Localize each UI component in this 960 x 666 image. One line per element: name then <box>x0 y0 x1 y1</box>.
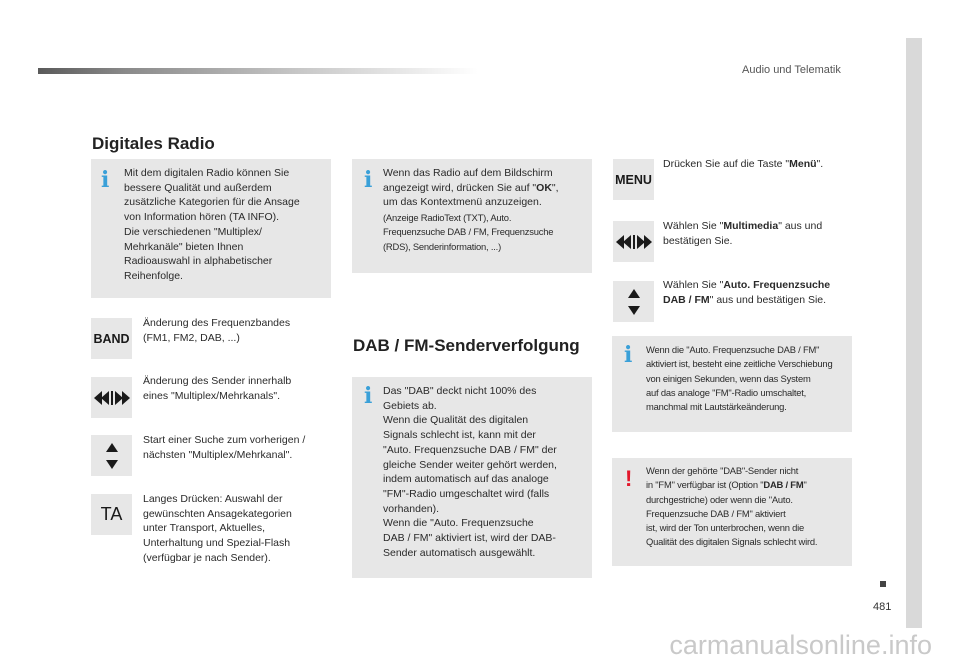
band-button[interactable] <box>91 318 132 359</box>
warning-text <box>646 464 850 550</box>
info-line: Wenn die "Auto. Frequenzsuche DAB / FM" <box>646 344 820 355</box>
skip-buttons[interactable] <box>91 377 132 418</box>
info-icon: i <box>364 167 373 193</box>
ta-description <box>143 492 292 566</box>
info-line: bessere Qualität und außerdem <box>124 181 272 194</box>
desc-line: eines "Multiplex/Mehrkanals". <box>143 389 281 402</box>
watermark[interactable]: carmanualsonline.info <box>669 630 932 660</box>
info-line: (Anzeige RadioText (TXT), Auto. <box>383 212 512 224</box>
desc-line: nächsten "Multiplex/Mehrkanal". <box>143 448 293 461</box>
info-line: von einigen Sekunden, wenn das System <box>646 372 811 384</box>
info-line: Sender automatisch ausgewählt. <box>383 546 536 559</box>
info-icon: i <box>364 383 373 409</box>
dab-fm-title: DAB / FM-Senderverfolgung <box>353 336 580 355</box>
info-icon: i <box>624 342 633 368</box>
page-marker <box>880 581 886 587</box>
info-line: (RDS), Senderinformation, ...) <box>383 240 501 252</box>
info-line: Wenn die "Auto. Frequenzsuche <box>383 517 534 530</box>
skip-buttons-right[interactable] <box>613 221 654 262</box>
info-line: "Auto. Frequenzsuche DAB / FM" der <box>383 443 557 456</box>
warning-line: Qualität des digitalen Signals schlecht wird. <box>646 536 818 548</box>
info-line: um das Kontextmenü anzuzeigen. <box>383 196 542 209</box>
up-down-buttons-right[interactable] <box>613 281 654 322</box>
info-text <box>124 166 329 284</box>
warning-line: Wenn der gehörte "DAB"-Sender nicht <box>646 465 799 476</box>
desc-line: Start einer Suche zum vorherigen / <box>143 434 306 446</box>
section-label: Audio und Telematik <box>742 64 841 76</box>
info-line: Mehrkanäle" bieten Ihnen <box>124 240 244 253</box>
info-line: DAB / FM" aktiviert ist, wird der DAB- <box>383 532 556 545</box>
band-label: BAND <box>93 331 130 346</box>
info-line: Radioauswahl in alphabetischer <box>124 255 273 268</box>
info-line: Wenn die Qualität des digitalen <box>383 414 529 427</box>
page-number: 481 <box>873 601 892 613</box>
info-text <box>383 166 590 254</box>
info-line: Das "DAB" deckt nicht 100% des <box>383 385 537 397</box>
time-shift-info-box <box>612 336 852 432</box>
desc-line: DAB / FM" aus und bestätigen Sie. <box>663 293 827 306</box>
warning-line: in "FM" verfügbar ist (Option "DAB / FM" <box>646 479 807 491</box>
desc-line: unter Transport, Aktuelles, <box>143 522 265 535</box>
menu-description: Drücken Sie auf die Taste "Menü". <box>663 158 824 170</box>
up-down-arrows-icon <box>627 286 641 318</box>
side-thumb-strip <box>906 38 922 628</box>
info-line: manchmal mit Lautstärkeänderung. <box>646 401 787 413</box>
warning-line: durchgestriche) oder wenn die "Auto. <box>646 493 793 505</box>
menu-label: MENU <box>615 172 652 187</box>
skip-description <box>143 374 291 403</box>
up-down-buttons[interactable] <box>91 435 132 476</box>
desc-line: Wählen Sie "Multimedia" aus und <box>663 220 823 232</box>
info-text <box>646 343 850 414</box>
autofreq-description <box>663 278 830 307</box>
skip-arrows-icon <box>94 391 130 405</box>
multimedia-description <box>663 219 822 248</box>
context-menu-info-box <box>352 159 592 273</box>
info-line: von Information hören (TA INFO). <box>124 211 280 224</box>
desc-line: bestätigen Sie. <box>663 234 733 247</box>
info-line: vorhanden). <box>383 502 440 515</box>
desc-line: (FM1, FM2, DAB, ...) <box>143 331 240 344</box>
info-icon: i <box>101 167 110 193</box>
menu-button[interactable] <box>613 159 654 200</box>
info-line: zusätzliche Kategorien für die Ansage <box>124 196 300 209</box>
desc-line: Langes Drücken: Auswahl der <box>143 493 283 505</box>
ta-label: TA <box>100 504 123 524</box>
digital-radio-info-box <box>91 159 331 298</box>
info-line: indem automatisch auf das analoge <box>383 473 549 486</box>
skip-arrows-icon <box>616 235 652 249</box>
desc-line: Änderung des Frequenzbandes <box>143 317 291 329</box>
desc-line: Unterhaltung und Spezial-Flash <box>143 537 291 550</box>
warning-line: Frequenzsuche DAB / FM" aktiviert <box>646 507 786 519</box>
info-line: Signals schlecht ist, kann mit der <box>383 429 536 442</box>
warning-line: ist, wird der Ton unterbrochen, wenn die <box>646 522 805 534</box>
band-description <box>143 316 290 345</box>
info-line: gleiche Sender weiter gehört werden, <box>383 458 557 471</box>
signal-loss-warning-box <box>612 458 852 566</box>
info-line: Gebiets ab. <box>383 399 437 412</box>
warning-icon: ! <box>625 466 633 491</box>
header-gradient-bar <box>38 68 478 74</box>
updown-description <box>143 433 305 462</box>
desc-line: (verfügbar je nach Sender). <box>143 551 271 564</box>
info-line: angezeigt wird, drücken Sie auf "OK", <box>383 181 559 194</box>
up-down-arrows-icon <box>105 440 119 472</box>
desc-line: gewünschten Ansagekategorien <box>143 507 292 520</box>
digital-radio-title: Digitales Radio <box>92 134 215 153</box>
info-line: Die verschiedenen "Multiplex/ <box>124 225 262 238</box>
info-line: "FM"-Radio umgeschaltet wird (falls <box>383 487 550 500</box>
info-line: Reihenfolge. <box>124 269 183 282</box>
info-line: auf das analoge "FM"-Radio umschaltet, <box>646 386 807 398</box>
ta-button[interactable] <box>91 494 132 535</box>
info-line: Wenn das Radio auf dem Bildschirm <box>383 167 553 179</box>
dab-coverage-info-box <box>352 377 592 578</box>
desc-line: Wählen Sie "Auto. Frequenzsuche <box>663 279 831 291</box>
info-line: aktiviert ist, besteht eine zeitliche Verschiebung <box>646 358 833 370</box>
info-line: Mit dem digitalen Radio können Sie <box>124 167 290 179</box>
info-line: Frequenzsuche DAB / FM, Frequenzsuche <box>383 226 554 238</box>
info-text <box>383 384 590 560</box>
desc-line: Änderung des Sender innerhalb <box>143 375 292 387</box>
